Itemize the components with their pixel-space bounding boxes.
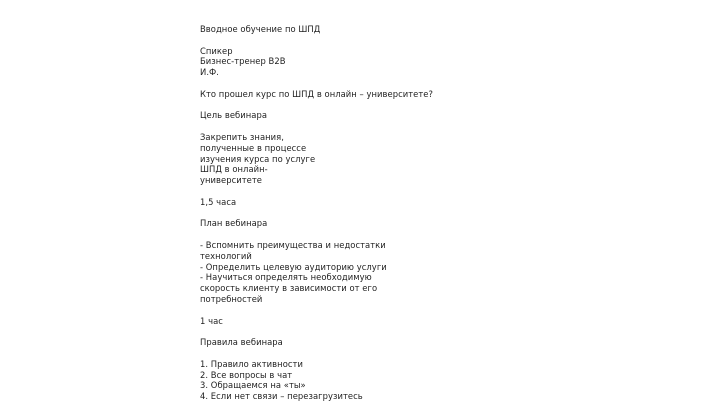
rules-line: 4. Если нет связи – перезагрузитесь [200,391,363,402]
spacer [200,35,500,46]
spacer [200,229,500,240]
document-content [200,24,500,402]
spacer [200,326,500,337]
plan-line: - Вспомнить преимущества и недостатки [200,239,386,250]
goal-line: полученные в процессе [200,142,307,153]
rules-line: 2. Все вопросы в чат [200,369,293,380]
goal-heading: Цель вебинара [200,110,268,121]
spacer [200,186,500,197]
goal-line: ШПД в онлайн- [200,164,268,175]
rules-line: 1. Правило активности [200,358,303,369]
plan-heading: План вебинара [200,218,268,229]
speaker-role: Бизнес-тренер B2B [200,56,286,67]
question-text: Кто прошел курс по ШПД в онлайн – университете? [200,88,433,99]
goal-line: Закрепить знания, [200,131,284,142]
plan-duration: 1 час [200,315,223,326]
spacer [200,208,500,219]
speaker-name: И.Ф. [200,67,219,78]
goal-line: изучения курса по услуге [200,153,316,164]
spacer [200,78,500,89]
plan-line: технологий [200,250,252,261]
rules-line: 3. Обращаемся на «ты» [200,380,306,391]
spacer [200,100,500,111]
plan-line: - Определить целевую аудиторию услуги [200,261,387,272]
goal-duration: 1,5 часа [200,196,237,207]
spacer [200,348,500,359]
plan-line: - Научиться определять необходимую [200,272,372,283]
plan-line: скорость клиенту в зависимости от его [200,283,378,294]
document-title: Вводное обучение по ШПД [200,24,321,34]
spacer [200,121,500,132]
spacer [200,305,500,316]
plan-line: потребностей [200,293,263,304]
goal-line: университете [200,175,262,186]
rules-heading: Правила вебинара [200,337,283,348]
speaker-label: Спикер [200,45,233,56]
